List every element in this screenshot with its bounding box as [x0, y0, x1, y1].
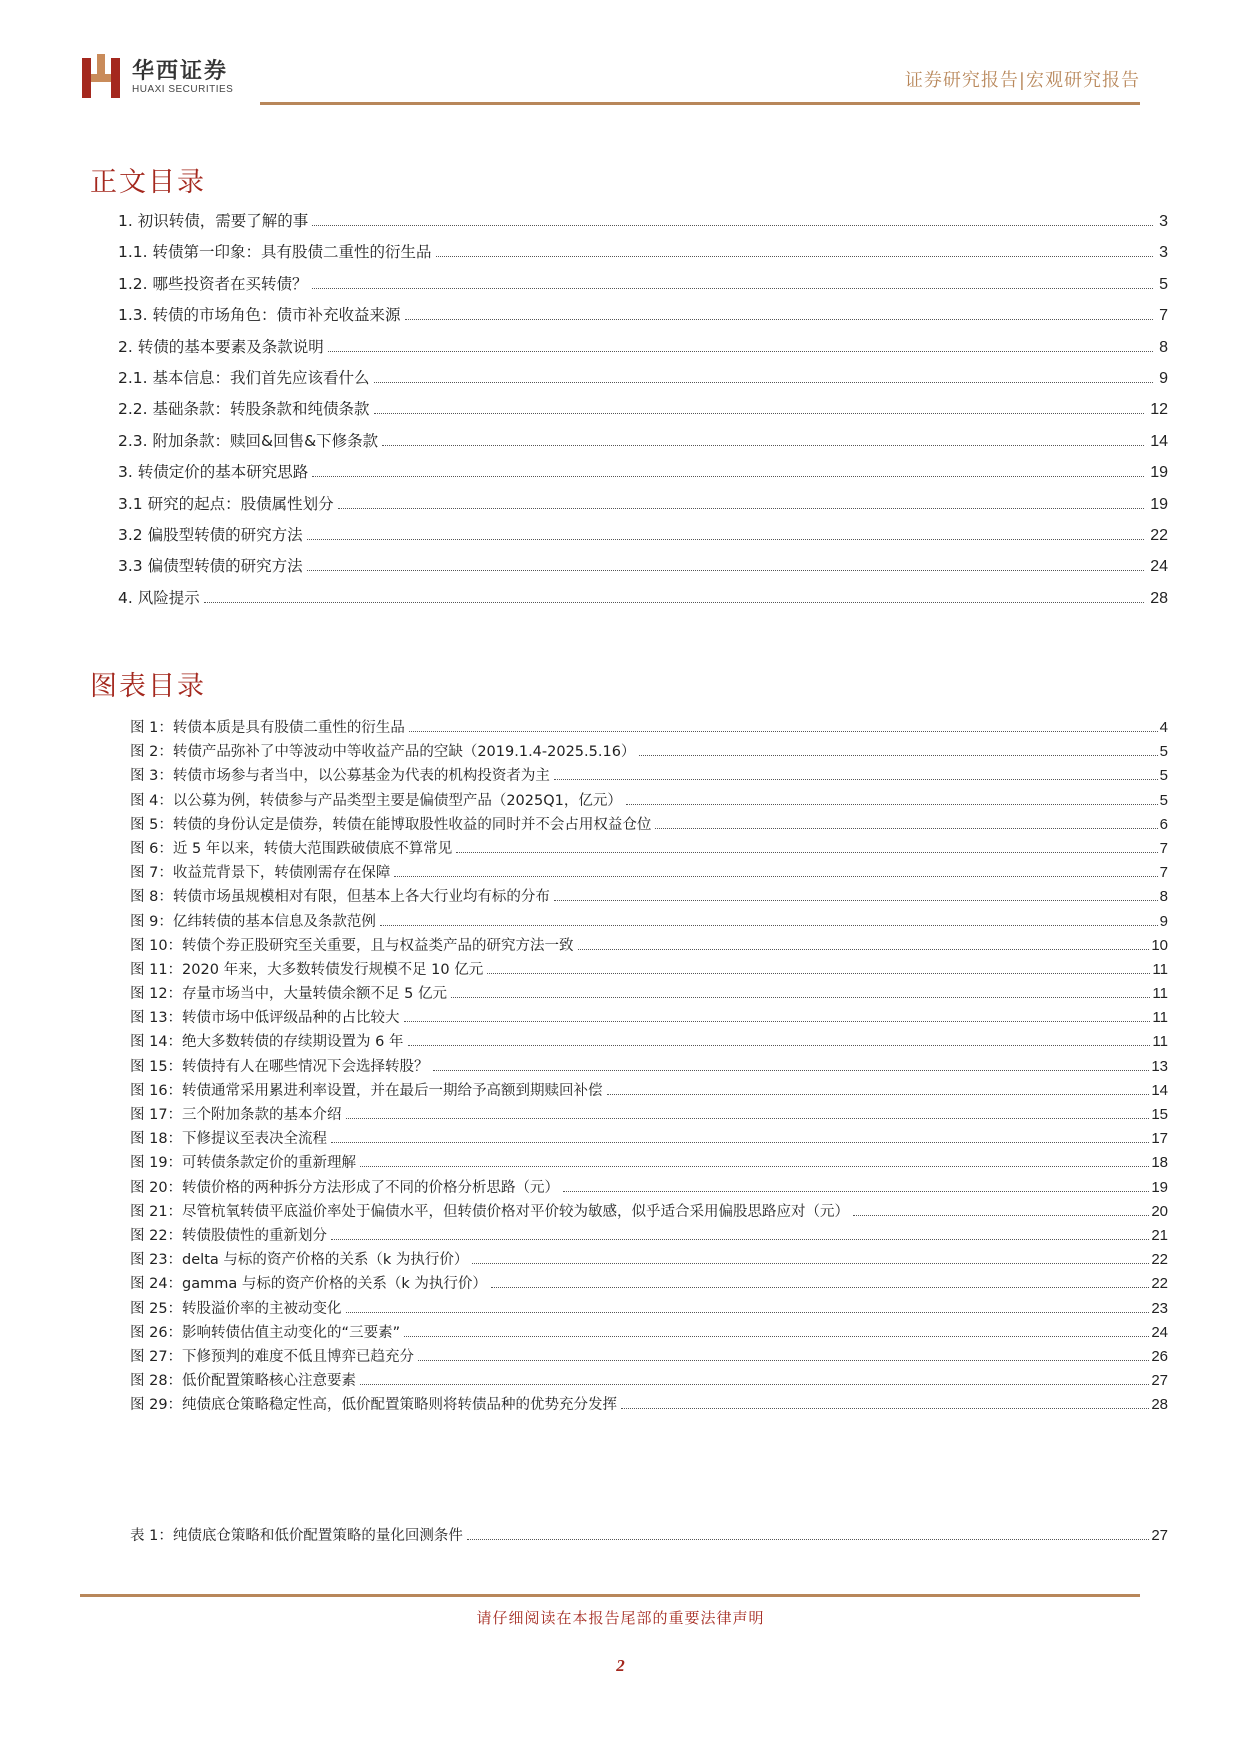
dot-leader [360, 1384, 1149, 1385]
report-type: 证券研究报告|宏观研究报告 [904, 70, 1140, 91]
dot-leader [380, 925, 1158, 926]
dot-leader [312, 288, 1154, 289]
figure-entry-label: 图 17：三个附加条款的基本介绍 [130, 1107, 342, 1123]
dot-leader [408, 1045, 1151, 1046]
dot-leader [472, 1263, 1149, 1264]
figure-entry-page: 10 [1151, 936, 1168, 954]
huaxi-logo-icon [80, 54, 122, 100]
figure-entry-page: 24 [1151, 1323, 1168, 1341]
toc-entry-page: 3 [1159, 244, 1168, 262]
logo-chinese-name: 华西证券 [132, 58, 229, 84]
figure-entry[interactable] [130, 910, 1168, 934]
toc-entry-label: 3.3 偏债型转债的研究方法 [118, 557, 303, 576]
figure-entry[interactable] [130, 813, 1168, 837]
figure-entry[interactable] [130, 789, 1168, 813]
figure-entry[interactable] [130, 1200, 1168, 1224]
dot-leader [409, 731, 1158, 732]
figure-entry-page: 11 [1152, 1033, 1168, 1051]
figure-entry-page: 11 [1152, 1009, 1168, 1027]
dot-leader [360, 1166, 1149, 1167]
toc-entry[interactable] [118, 272, 1168, 303]
dot-leader [307, 539, 1145, 540]
figure-entry-page: 17 [1151, 1130, 1168, 1148]
figure-entry-label: 图 12：存量市场当中，大量转债余额不足 5 亿元 [130, 986, 448, 1003]
figure-entry-label: 图 26：影响转债估值主动变化的“三要素” [130, 1324, 401, 1341]
dot-leader [338, 508, 1145, 509]
dot-leader [405, 319, 1154, 320]
dot-leader [456, 852, 1157, 853]
toc-entry[interactable] [118, 397, 1168, 428]
dot-leader [404, 1021, 1151, 1022]
dot-leader [655, 828, 1157, 829]
dot-leader [626, 804, 1158, 805]
figure-entry-label: 图 10：转债个券正股研究至关重要，且与权益类产品的研究方法一致 [130, 937, 574, 954]
figure-entry[interactable] [130, 1176, 1168, 1200]
toc-entry-label: 2.2. 基础条款：转股条款和纯债条款 [118, 400, 370, 419]
dot-leader [578, 949, 1150, 950]
toc-entry-label: 3.2 偏股型转债的研究方法 [118, 525, 303, 544]
figure-entry[interactable] [130, 958, 1168, 982]
figure-entry[interactable] [130, 716, 1168, 740]
figure-entry[interactable] [130, 1248, 1168, 1272]
dot-leader [563, 1191, 1149, 1192]
dot-leader [853, 1215, 1149, 1216]
figure-entry-label: 图 16：转债通常采用累进利率设置，并在最后一期给予高额到期赎回补偿 [130, 1082, 603, 1099]
dot-leader [346, 1312, 1150, 1313]
dot-leader [554, 900, 1158, 901]
toc-entry-label: 2.3. 附加条款：赎回&回售&下修条款 [118, 431, 379, 450]
toc-entry-page: 19 [1150, 464, 1168, 482]
dot-leader [418, 1360, 1149, 1361]
figure-entry-label: 图 29：纯债底仓策略稳定性高，低价配置策略则将转债品种的优势充分发挥 [130, 1397, 618, 1414]
figure-entry-page: 19 [1151, 1178, 1168, 1196]
figure-entry[interactable] [130, 982, 1168, 1006]
figure-entry[interactable] [130, 1321, 1168, 1345]
toc-entry-page: 8 [1159, 338, 1168, 356]
figure-entry[interactable] [130, 1030, 1168, 1054]
table-entry-page: 27 [1151, 1527, 1168, 1544]
figure-entry-label: 图 18：下修提议至表决全流程 [130, 1131, 328, 1148]
figure-entry[interactable] [130, 861, 1168, 885]
toc-entry-page: 19 [1150, 495, 1168, 513]
tables-list [130, 1524, 1168, 1548]
figure-entry[interactable] [130, 1272, 1168, 1296]
toc-entry-label: 3. 转债定价的基本研究思路 [118, 463, 309, 482]
dot-leader [394, 876, 1157, 877]
figure-entry[interactable] [130, 1345, 1168, 1369]
figure-entry-label: 图 5：转债的身份认定是债券，转债在能博取股性收益的同时并不会占用权益仓位 [130, 816, 652, 833]
figure-entry-page: 9 [1159, 912, 1168, 930]
dot-leader [312, 476, 1144, 477]
figure-entry-label: 图 3：转债市场参与者当中，以公募基金为代表的机构投资者为主 [130, 768, 550, 785]
figure-entry[interactable] [130, 1393, 1168, 1417]
figure-entry-page: 28 [1151, 1396, 1168, 1414]
dot-leader [554, 779, 1158, 780]
dot-leader [491, 1287, 1149, 1288]
figure-entry-label: 图 28：低价配置策略核心注意要素 [130, 1373, 357, 1390]
figure-entry-page: 11 [1152, 960, 1168, 978]
toc-list [118, 209, 1168, 617]
dot-leader [433, 1070, 1150, 1071]
figure-entry-page: 13 [1151, 1057, 1168, 1075]
figure-entry[interactable] [130, 1297, 1168, 1321]
dot-leader [436, 256, 1154, 257]
figure-entry-page: 23 [1151, 1299, 1168, 1317]
toc-entry-page: 3 [1159, 213, 1168, 230]
figure-entry-page: 5 [1159, 743, 1168, 761]
dot-leader [621, 1408, 1149, 1409]
dot-leader [346, 1118, 1150, 1119]
toc-entry[interactable] [118, 586, 1168, 617]
dot-leader [374, 382, 1154, 383]
dot-leader [467, 1539, 1149, 1540]
figure-entry[interactable] [130, 1369, 1168, 1393]
figure-entry[interactable] [130, 1006, 1168, 1030]
figure-entry-label: 图 6：近 5 年以来，转债大范围跌破债底不算常见 [130, 840, 453, 857]
figures-title: 图表目录 [90, 671, 206, 702]
figure-entry-label: 图 13：转债市场中低评级品种的占比较大 [130, 1010, 400, 1027]
toc-entry[interactable] [118, 303, 1168, 334]
dot-leader [312, 225, 1153, 226]
figure-entry-page: 18 [1151, 1154, 1168, 1172]
toc-entry-label: 1.3. 转债的市场角色：债市补充收益来源 [118, 306, 401, 325]
figures-list [130, 716, 1168, 1417]
figure-entry[interactable] [130, 1079, 1168, 1103]
figure-entry-page: 26 [1151, 1347, 1168, 1365]
figure-entry-label: 图 2：转债产品弥补了中等波动中等收益产品的空缺（2019.1.4-2025.5.16） [130, 744, 636, 761]
figure-entry-page: 20 [1151, 1202, 1168, 1220]
dot-leader [382, 445, 1144, 446]
figure-entry[interactable] [130, 1151, 1168, 1175]
toc-entry-page: 12 [1150, 401, 1168, 419]
figure-entry-label: 图 8：转债市场虽规模相对有限，但基本上各大行业均有标的分布 [130, 889, 550, 906]
table-entry-label: 表 1：纯债底仓策略和低价配置策略的量化回测条件 [130, 1528, 463, 1544]
logo-english-name: HUAXI SECURITIES [132, 84, 234, 95]
toc-entry-page: 7 [1159, 307, 1168, 325]
toc-entry[interactable] [118, 209, 1168, 240]
figure-entry-label: 图 22：转债股债性的重新划分 [130, 1227, 328, 1244]
figure-entry-label: 图 20：转债价格的两种拆分方法形成了不同的价格分析思路（元） [130, 1179, 560, 1196]
figure-entry[interactable] [130, 885, 1168, 909]
toc-entry-page: 22 [1150, 526, 1168, 544]
figure-entry[interactable] [130, 764, 1168, 788]
figure-entry-label: 图 23：delta 与标的资产价格的关系（k 为执行价） [130, 1252, 469, 1269]
toc-entry-page: 5 [1159, 275, 1168, 293]
toc-entry[interactable] [118, 460, 1168, 491]
figure-entry-page: 11 [1152, 985, 1168, 1003]
toc-entry-page: 9 [1159, 369, 1168, 387]
header-divider [260, 102, 1140, 105]
legal-notice: 请仔细阅读在本报告尾部的重要法律声明 [476, 1609, 765, 1627]
toc-entry[interactable] [118, 366, 1168, 397]
dot-leader [331, 1239, 1149, 1240]
figure-entry[interactable] [130, 740, 1168, 764]
figure-entry-label: 图 7：收益荒背景下，转债刚需存在保障 [130, 865, 391, 882]
figure-entry[interactable] [130, 1224, 1168, 1248]
dot-leader [451, 997, 1150, 998]
figure-entry-page: 15 [1151, 1106, 1168, 1123]
figure-entry-label: 图 21：尽管杭氧转债平底溢价率处于偏债水平，但转债价格对平价较为敏感，似乎适合采用偏股思路应对（元） [130, 1203, 850, 1220]
toc-entry[interactable] [118, 240, 1168, 271]
dot-leader [374, 413, 1145, 414]
figure-entry-page: 27 [1151, 1372, 1168, 1390]
toc-entry-label: 1.1. 转债第一印象：具有股债二重性的衍生品 [118, 243, 432, 262]
figure-entry-label: 图 11：2020 年来，大多数转债发行规模不足 10 亿元 [130, 961, 484, 978]
toc-entry[interactable] [118, 492, 1168, 523]
figure-entry-label: 图 9：亿纬转债的基本信息及条款范例 [130, 913, 376, 930]
figure-entry-label: 图 27：下修预判的难度不低且博弈已趋充分 [130, 1348, 415, 1365]
toc-entry-page: 28 [1150, 589, 1168, 607]
figure-entry-page: 8 [1159, 888, 1168, 906]
figure-entry-label: 图 24：gamma 与标的资产价格的关系（k 为执行价） [130, 1276, 487, 1293]
toc-entry-page: 24 [1150, 558, 1168, 576]
figure-entry-page: 22 [1151, 1251, 1168, 1269]
figure-entry-page: 4 [1159, 719, 1168, 736]
toc-entry[interactable] [118, 429, 1168, 460]
page-number: 2 [616, 1656, 625, 1675]
toc-entry-label: 1.2. 哪些投资者在买转债？ [118, 274, 308, 293]
figure-entry-label: 图 19：可转债条款定价的重新理解 [130, 1155, 357, 1172]
toc-entry-label: 2.1. 基本信息：我们首先应该看什么 [118, 368, 370, 387]
figure-entry[interactable] [130, 934, 1168, 958]
toc-title: 正文目录 [90, 167, 206, 198]
toc-entry-label: 4. 风险提示 [118, 588, 200, 607]
toc-entry[interactable] [118, 554, 1168, 585]
figure-entry[interactable] [130, 1127, 1168, 1151]
toc-entry-label: 1. 初识转债，需要了解的事 [118, 212, 309, 230]
dot-leader [328, 351, 1153, 352]
dot-leader [331, 1142, 1149, 1143]
dot-leader [204, 602, 1144, 603]
dot-leader [404, 1336, 1149, 1337]
toc-entry[interactable] [118, 523, 1168, 554]
table-entry[interactable] [130, 1524, 1168, 1548]
figure-entry-label: 图 15：转债持有人在哪些情况下会选择转股？ [130, 1058, 429, 1075]
figure-entry-page: 21 [1151, 1226, 1168, 1244]
dot-leader [607, 1094, 1150, 1095]
figure-entry-page: 5 [1159, 767, 1168, 785]
dot-leader [487, 973, 1150, 974]
figure-entry[interactable] [130, 1103, 1168, 1127]
figure-entry-page: 7 [1159, 839, 1168, 857]
page-header [80, 46, 1140, 108]
figure-entry-label: 图 25：转股溢价率的主被动变化 [130, 1300, 342, 1317]
figure-entry[interactable] [130, 1055, 1168, 1079]
toc-entry[interactable] [118, 335, 1168, 366]
figure-entry-page: 7 [1159, 864, 1168, 882]
figure-entry-label: 图 4：以公募为例，转债参与产品类型主要是偏债型产品（2025Q1，亿元） [130, 792, 622, 809]
dot-leader [307, 570, 1145, 571]
figure-entry-label: 图 14：绝大多数转债的存续期设置为 6 年 [130, 1034, 404, 1051]
figure-entry[interactable] [130, 837, 1168, 861]
toc-entry-page: 14 [1150, 432, 1168, 450]
figure-entry-page: 22 [1151, 1275, 1168, 1293]
figure-entry-page: 6 [1159, 815, 1168, 833]
figure-entry-label: 图 1：转债本质是具有股债二重性的衍生品 [130, 720, 405, 736]
dot-leader [639, 755, 1157, 756]
toc-entry-label: 3.1 研究的起点：股债属性划分 [118, 494, 334, 513]
toc-entry-label: 2. 转债的基本要素及条款说明 [118, 337, 324, 356]
figure-entry-page: 5 [1159, 791, 1168, 809]
footer-divider [80, 1594, 1140, 1597]
figure-entry-page: 14 [1151, 1081, 1168, 1099]
